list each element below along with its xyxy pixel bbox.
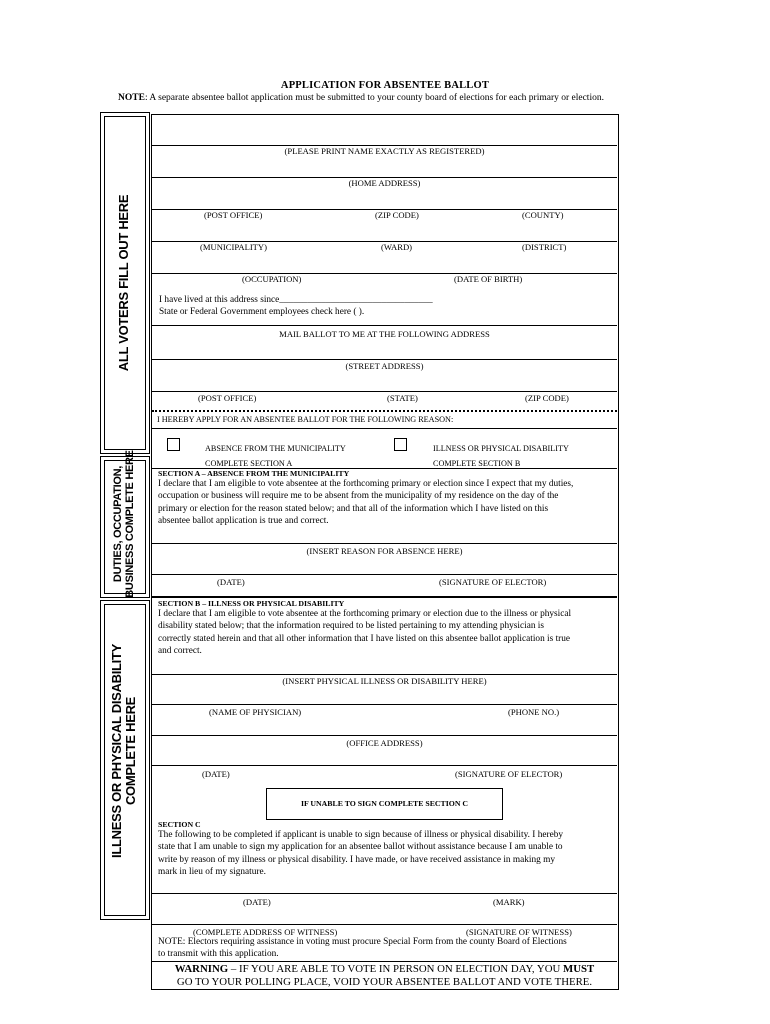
field-line <box>152 543 617 544</box>
section-b-line1: I declare that I am eligible to vote absentee at the forthcoming primary or election due to the illness or physical <box>158 609 572 619</box>
section-c-note <box>158 936 567 961</box>
field-line <box>152 893 617 894</box>
name-label: (PLEASE PRINT NAME EXACTLY AS REGISTERED) <box>284 146 485 156</box>
physician-phone-label: (PHONE NO.) <box>508 707 560 717</box>
zip-code-label: (ZIP CODE) <box>375 210 419 220</box>
illness-checkbox[interactable] <box>394 438 407 451</box>
section-a-line3: primary or election for the reason stated below; and that all of the information which I have listed on this <box>158 503 549 514</box>
section-b-signature-label: (SIGNATURE OF ELECTOR) <box>455 769 563 779</box>
illness-label: ILLNESS OR PHYSICAL DISABILITY <box>433 444 569 453</box>
field-line <box>152 765 617 766</box>
side-label-illness-line1: ILLNESS OR PHYSICAL DISABILITY <box>109 644 124 858</box>
warning-text: – IF YOU ARE ABLE TO VOTE IN PERSON ON ELECTION DAY, YOU <box>228 963 563 975</box>
section-a-text <box>158 478 573 528</box>
section-c-note-line1: NOTE: Electors requiring assistance in voting must procure Special Form from the county Board of Elections <box>158 937 567 947</box>
field-line <box>152 325 617 326</box>
absence-checkbox[interactable] <box>167 438 180 451</box>
note-text: : A separate absentee ballot application must be submitted to your county board of elections for each primary or election. <box>144 93 604 103</box>
section-b-text <box>158 608 571 658</box>
illness-insert-label: (INSERT PHYSICAL ILLNESS OR DISABILITY HERE) <box>282 676 487 686</box>
state-label: (STATE) <box>387 393 418 403</box>
form-title: APPLICATION FOR ABSENTEE BALLOT <box>280 80 490 91</box>
side-label-all-voters: ALL VOTERS FILL OUT HERE <box>116 194 131 372</box>
unable-to-sign-label: IF UNABLE TO SIGN COMPLETE SECTION C <box>300 799 469 808</box>
warning-line2: GO TO YOUR POLLING PLACE, VOID YOUR ABSENTEE BALLOT AND VOTE THERE. <box>176 976 593 988</box>
warning-label: WARNING <box>174 963 229 975</box>
gov-employee-line[interactable]: State or Federal Government employees check here ( ). <box>159 307 365 317</box>
field-line <box>152 704 617 705</box>
reason-absence-label: (INSERT REASON FOR ABSENCE HERE) <box>306 546 463 556</box>
municipality-label: (MUNICIPALITY) <box>200 242 267 252</box>
field-line <box>152 596 617 598</box>
occupation-label: (OCCUPATION) <box>242 274 302 284</box>
section-b-line3: correctly stated herein and that all other information that I have listed on this absentee ballot application is true <box>158 633 571 644</box>
mail-ballot-label: MAIL BALLOT TO ME AT THE FOLLOWING ADDRESS <box>279 329 490 339</box>
side-label-illness <box>110 611 138 891</box>
side-label-duties-line1: DUTIES, OCCUPATION, <box>112 465 124 583</box>
mail-post-office-label: (POST OFFICE) <box>198 393 257 403</box>
home-address-label: (HOME ADDRESS) <box>348 178 421 188</box>
field-line <box>152 273 617 274</box>
county-label: (COUNTY) <box>522 210 564 220</box>
date-of-birth-label: (DATE OF BIRTH) <box>454 274 523 284</box>
reason-header: I HEREBY APPLY FOR AN ABSENTEE BALLOT FOR THE FOLLOWING REASON: <box>157 415 454 424</box>
section-b-line4: and correct. <box>158 646 202 657</box>
district-label: (DISTRICT) <box>522 242 567 252</box>
section-a-header: SECTION A – ABSENCE FROM THE MUNICIPALITY <box>158 469 350 478</box>
section-c-mark-label: (MARK) <box>493 897 525 907</box>
witness-address-label: (COMPLETE ADDRESS OF WITNESS) <box>193 927 338 937</box>
section-a-line1: I declare that I am eligible to vote absentee at the forthcoming primary or election since I expect that my duties, <box>158 479 574 489</box>
mail-zip-label: (ZIP CODE) <box>525 393 569 403</box>
post-office-label: (POST OFFICE) <box>204 210 263 220</box>
field-line <box>152 674 617 675</box>
section-b-date-label: (DATE) <box>202 769 230 779</box>
side-label-illness-line2: COMPLETE HERE <box>123 696 138 806</box>
section-a-line4: absentee ballot application is true and correct. <box>158 516 329 527</box>
section-c-line1: The following to be completed if applicant is unable to sign because of illness or physical disability. I hereby <box>158 830 563 840</box>
section-c-line4: mark in lieu of my signature. <box>158 867 266 878</box>
field-line <box>152 428 617 429</box>
absence-label: ABSENCE FROM THE MUNICIPALITY <box>205 444 346 453</box>
witness-signature-label: (SIGNATURE OF WITNESS) <box>466 927 572 937</box>
lived-since-line[interactable]: I have lived at this address since_________________________________ <box>159 295 433 305</box>
section-c-text <box>158 829 563 879</box>
physician-name-label: (NAME OF PHYSICIAN) <box>209 707 302 717</box>
note-label: NOTE <box>118 93 145 103</box>
section-c-date-label: (DATE) <box>243 897 271 907</box>
side-label-duties-line2: BUSINESS COMPLETE HERE <box>124 450 136 598</box>
absence-sub-label: COMPLETE SECTION A <box>205 459 293 468</box>
section-c-line3: write by reason of my illness or physical disability. I have made, or have received assistance in making my <box>158 854 555 865</box>
field-line <box>152 924 617 925</box>
form-note <box>118 93 604 103</box>
field-line <box>152 735 617 736</box>
office-address-label: (OFFICE ADDRESS) <box>346 738 423 748</box>
section-a-line2: occupation or business will require me to be absent from the municipality of my residence on the day of the <box>158 491 559 502</box>
warning-must: MUST <box>563 963 595 975</box>
section-a-signature-label: (SIGNATURE OF ELECTOR) <box>439 577 547 587</box>
street-address-label: (STREET ADDRESS) <box>345 361 424 371</box>
section-b-header: SECTION B – ILLNESS OR PHYSICAL DISABILITY <box>158 599 345 608</box>
side-label-duties <box>112 449 136 599</box>
unable-to-sign-box <box>266 788 503 820</box>
illness-sub-label: COMPLETE SECTION B <box>433 459 521 468</box>
field-line <box>152 391 617 392</box>
warning-line1 <box>152 963 617 976</box>
field-line <box>152 574 617 575</box>
section-c-line2: state that I am unable to sign my application for an absentee ballot without assistance because I am unable to <box>158 842 563 853</box>
section-b-line2: disability stated below; that the information required to be listed pertaining to my attending physician is <box>158 621 544 632</box>
section-c-header: SECTION C <box>158 820 201 829</box>
ward-label: (WARD) <box>381 242 413 252</box>
field-line <box>152 359 617 360</box>
section-c-note-line2: to transmit with this application. <box>158 949 279 960</box>
field-line <box>152 961 617 962</box>
warning-block <box>152 963 617 989</box>
section-a-date-label: (DATE) <box>217 577 245 587</box>
field-line <box>152 410 617 412</box>
